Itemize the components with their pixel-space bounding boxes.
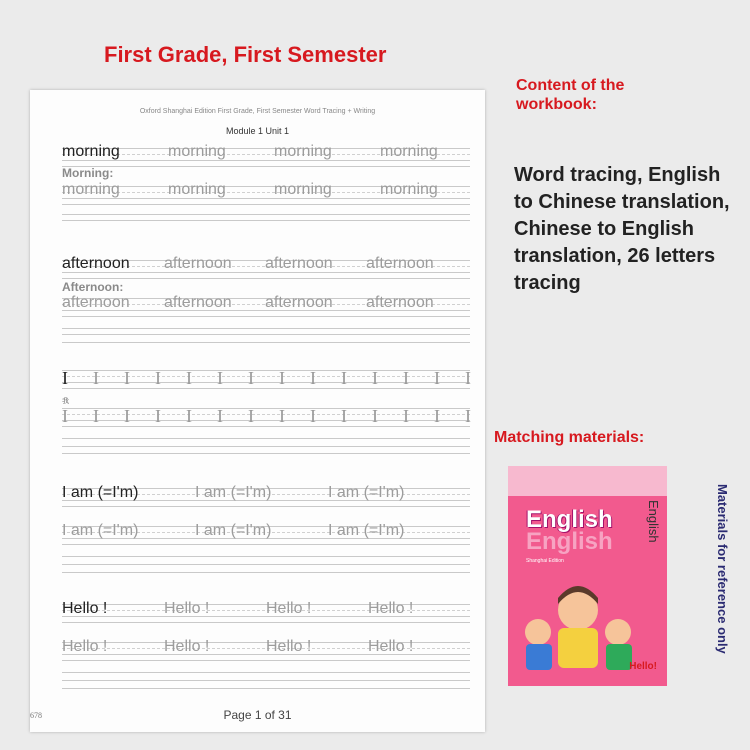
letter-i-trace: I xyxy=(217,406,223,426)
letter-i-trace: I xyxy=(93,406,99,426)
page-title: First Grade, First Semester xyxy=(104,42,387,67)
label-afternoon: Afternoon: xyxy=(62,280,124,294)
book-title: English xyxy=(526,506,613,533)
phrase-i-am-trace: I am (=I'm) xyxy=(195,484,272,501)
section-afternoon xyxy=(62,254,470,344)
letter-i-trace: I xyxy=(279,406,285,426)
letter-i-trace: I xyxy=(403,368,409,388)
letter-i-trace: I xyxy=(186,406,192,426)
content-heading: Content of the workbook: xyxy=(516,77,625,113)
word-morning-trace: morning xyxy=(274,143,332,160)
letter-i-trace: I xyxy=(248,368,254,388)
word-morning-trace: morning xyxy=(168,143,226,160)
chinese-label-i: 我 xyxy=(62,398,69,405)
word-afternoon-trace: afternoon xyxy=(366,294,434,311)
content-description: Word tracing, English to Chinese translation, Chinese to English translation, 26 letters tracing xyxy=(514,164,730,294)
phrase-i-am-trace: I am (=I'm) xyxy=(195,522,272,539)
reference-note: Materials for reference only xyxy=(715,484,730,654)
letter-i-trace: I xyxy=(217,368,223,388)
word-morning-trace: morning xyxy=(380,181,438,198)
section-morning xyxy=(62,142,470,222)
word-hello-model: Hello ! xyxy=(62,600,108,617)
word-morning-trace: morning xyxy=(380,143,438,160)
label-morning: Morning: xyxy=(62,166,114,180)
letter-i-trace: I xyxy=(62,406,68,426)
word-afternoon-trace: afternoon xyxy=(265,255,333,272)
letter-i-trace: I xyxy=(155,368,161,388)
book-vertical-title: English xyxy=(646,500,661,543)
letter-i-trace: I xyxy=(93,368,99,388)
word-afternoon-trace: afternoon xyxy=(164,294,232,311)
word-hello-trace: Hello ! xyxy=(266,638,312,655)
letter-i-trace: I xyxy=(124,406,130,426)
book-hello: Hello! xyxy=(629,661,657,672)
letter-i-trace: I xyxy=(341,406,347,426)
letter-i-trace: I xyxy=(403,406,409,426)
book-illustration xyxy=(518,570,638,670)
word-afternoon-trace: afternoon xyxy=(62,294,130,311)
letter-i-trace: I xyxy=(465,406,471,426)
word-morning-model: morning xyxy=(62,143,120,160)
page-number-mark: 678 xyxy=(30,711,42,720)
word-hello-trace: Hello ! xyxy=(368,600,414,617)
page-indicator: Page 1 of 31 xyxy=(223,708,292,722)
worksheet-header: Oxford Shanghai Edition First Grade, First Semester Word Tracing + Writing xyxy=(139,108,376,115)
letter-i-trace: I xyxy=(155,406,161,426)
letter-i-trace: I xyxy=(310,368,316,388)
book-title-shadow: English xyxy=(526,528,613,555)
section-i-am xyxy=(62,482,470,574)
word-hello-trace: Hello ! xyxy=(164,638,210,655)
word-afternoon-trace: afternoon xyxy=(366,255,434,272)
textbook-cover xyxy=(508,466,667,686)
phrase-i-am-trace: I am (=I'm) xyxy=(328,522,405,539)
section-i xyxy=(62,366,470,454)
word-hello-trace: Hello ! xyxy=(266,600,312,617)
word-hello-trace: Hello ! xyxy=(62,638,108,655)
letter-i-trace: I xyxy=(279,368,285,388)
section-hello xyxy=(62,598,470,688)
word-afternoon-trace: afternoon xyxy=(265,294,333,311)
phrase-i-am-trace: I am (=I'm) xyxy=(328,484,405,501)
letter-i-trace: I xyxy=(310,406,316,426)
worksheet-module: Module 1 Unit 1 xyxy=(225,126,290,136)
word-afternoon-trace: afternoon xyxy=(164,255,232,272)
worksheet-page xyxy=(30,90,485,732)
letter-i-trace: I xyxy=(248,406,254,426)
letter-i-trace: I xyxy=(372,368,378,388)
letter-i-trace: I xyxy=(124,368,130,388)
phrase-i-am-model: I am (=I'm) xyxy=(62,484,139,501)
word-morning-trace: morning xyxy=(62,181,120,198)
letter-i-model: I xyxy=(62,368,68,388)
letter-i-trace: I xyxy=(341,368,347,388)
letter-i-trace: I xyxy=(434,406,440,426)
word-hello-trace: Hello ! xyxy=(368,638,414,655)
letter-i-trace: I xyxy=(465,368,471,388)
letter-i-trace: I xyxy=(186,368,192,388)
phrase-i-am-trace: I am (=I'm) xyxy=(62,522,139,539)
word-morning-trace: morning xyxy=(274,181,332,198)
letter-i-trace: I xyxy=(434,368,440,388)
matching-heading: Matching materials: xyxy=(494,429,645,446)
word-afternoon-model: afternoon xyxy=(62,255,130,272)
book-edition: Shanghai Edition xyxy=(526,558,564,564)
letter-i-trace: I xyxy=(372,406,378,426)
word-morning-trace: morning xyxy=(168,181,226,198)
word-hello-trace: Hello ! xyxy=(164,600,210,617)
